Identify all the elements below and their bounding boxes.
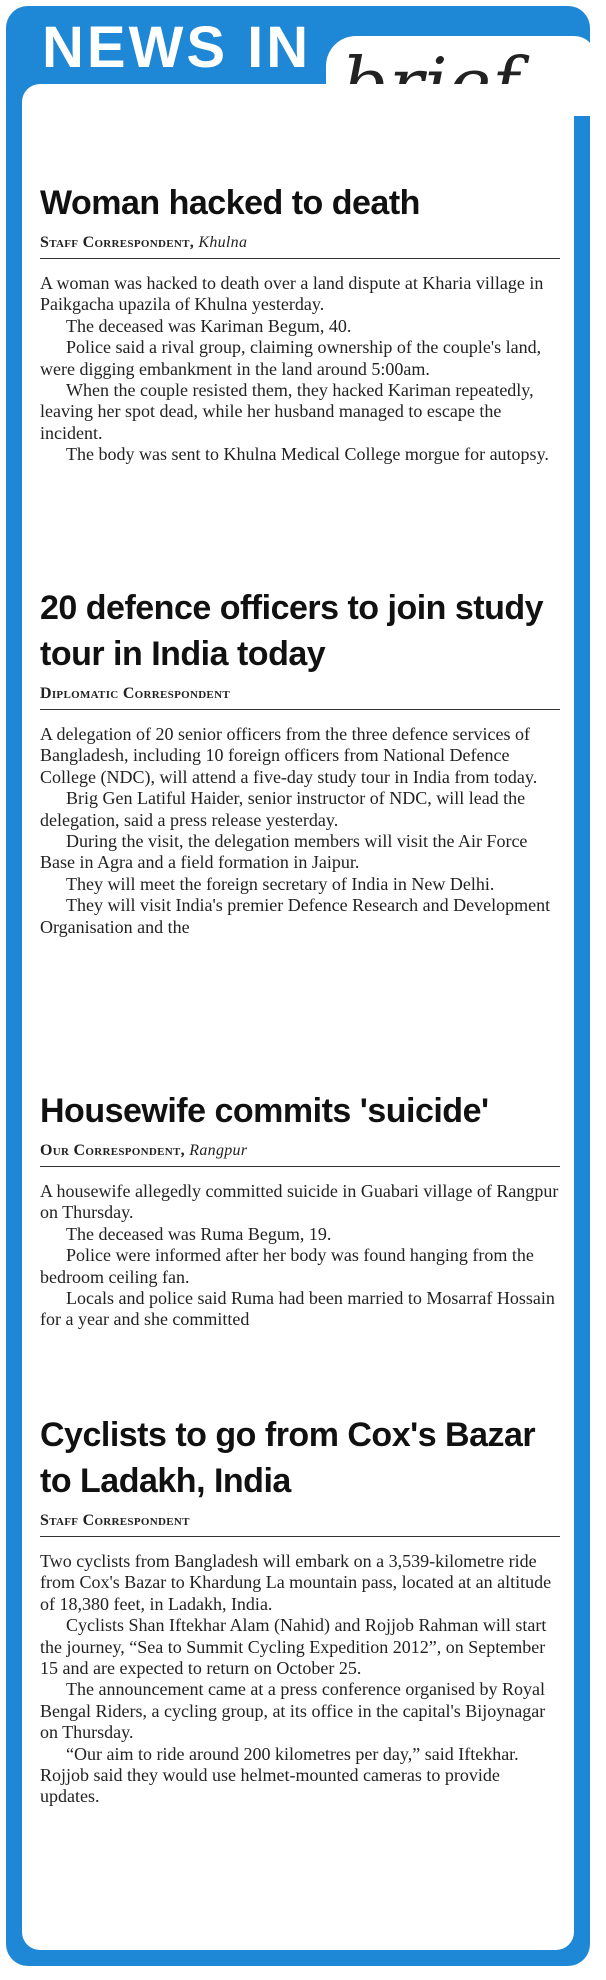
masthead-title: NEWS IN: [42, 15, 312, 80]
story-woman-hacked: [40, 180, 560, 466]
story-body: [40, 273, 560, 466]
paragraph: Police were informed after her body was found hanging from the bedroom ceiling fan.: [40, 1245, 534, 1287]
paragraph: The deceased was Ruma Begum, 19.: [66, 1223, 332, 1244]
story-housewife-suicide: [40, 1088, 560, 1331]
paragraph: “Our aim to ride around 200 kilometres per day,” said Iftekhar. Rojjob said they would use helmet-mounted cameras to provide updates.: [40, 1743, 519, 1807]
paragraph: During the visit, the delegation members will visit the Air Force Base in Agra and a field formation in Jaipur.: [40, 831, 528, 873]
story-byline: [40, 685, 560, 710]
byline-text: Our Correspondent,: [40, 1142, 185, 1159]
paragraph: A woman was hacked to death over a land dispute at Kharia village in Paikgacha upazila of Khulna yesterday.: [40, 273, 544, 315]
paragraph: They will meet the foreign secretary of India in New Delhi.: [66, 873, 495, 894]
paragraph: The deceased was Kariman Begum, 40.: [66, 315, 352, 336]
story-defence-officers: [40, 585, 560, 938]
byline-text: Diplomatic Correspondent: [40, 685, 230, 702]
story-body: [40, 1551, 560, 1808]
story-byline: [40, 1512, 560, 1537]
byline-text: Staff Correspondent,: [40, 234, 195, 251]
paragraph: Two cyclists from Bangladesh will embark on a 3,539-kilometre ride from Cox's Bazar to Khardung La mountain pass, located at an altitude of 18,380 feet, in Ladakh, India.: [40, 1551, 552, 1614]
paragraph: Cyclists Shan Iftekhar Alam (Nahid) and Rojjob Rahman will start the journey, “Sea to Summit Cycling Expedition 2012”, on September 15 and are expected to return on October 25.: [40, 1615, 547, 1679]
byline-text: Staff Correspondent: [40, 1512, 190, 1529]
paragraph: A housewife allegedly committed suicide in Guabari village of Rangpur on Thursday.: [40, 1181, 559, 1223]
story-byline: [40, 234, 560, 259]
story-body: [40, 1181, 560, 1331]
story-cyclists: [40, 1412, 560, 1808]
story-byline: [40, 1142, 560, 1167]
paragraph: Police said a rival group, claiming ownership of the couple's land, were digging embankment in the land around 5:00am.: [40, 337, 542, 379]
paragraph: The announcement came at a press conference organised by Royal Bengal Riders, a cycling group, at its office in the capital's Bijoynagar on Thursday.: [40, 1679, 546, 1743]
paragraph: Locals and police said Ruma had been married to Mosarraf Hossain for a year and she committed: [40, 1288, 555, 1330]
byline-location: Rangpur: [189, 1142, 248, 1159]
story-body: [40, 724, 560, 938]
story-headline: Woman hacked to death: [40, 184, 420, 222]
paragraph: They will visit India's premier Defence Research and Development Organisation and the: [40, 895, 551, 937]
story-headline: 20 defence officers to join study tour in India today: [40, 589, 544, 673]
paragraph: When the couple resisted them, they hacked Kariman repeatedly, leaving her spot dead, while her husband managed to escape the incident.: [40, 380, 534, 443]
story-headline: Housewife commits 'suicide': [40, 1092, 489, 1130]
story-headline: Cyclists to go from Cox's Bazar to Ladakh, India: [40, 1416, 536, 1500]
paragraph: Brig Gen Latiful Haider, senior instructor of NDC, will lead the delegation, said a press release yesterday.: [40, 788, 526, 830]
byline-location: Khulna: [198, 234, 248, 251]
paragraph: The body was sent to Khulna Medical College morgue for autopsy.: [66, 444, 549, 465]
paragraph: A delegation of 20 senior officers from the three defence services of Bangladesh, including 10 foreign officers from National Defence College (NDC), will attend a five-day study tour in India from today.: [40, 724, 538, 787]
